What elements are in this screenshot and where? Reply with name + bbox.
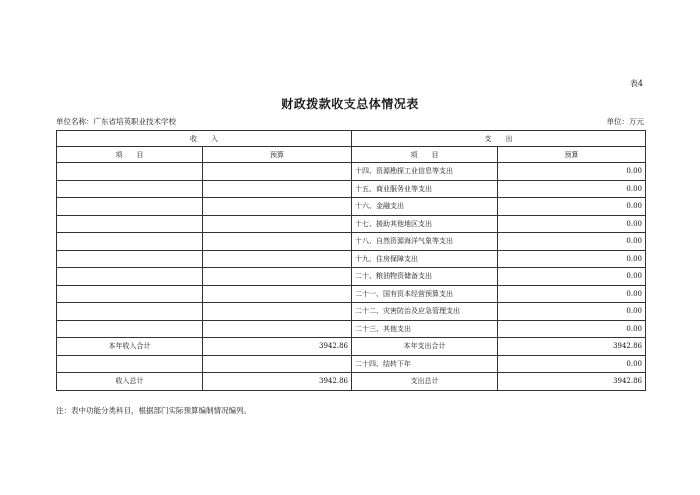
income-item-header: 项 目 [57, 147, 203, 163]
income-budget-cell [203, 198, 352, 216]
income-budget-header: 预算 [203, 147, 352, 163]
expense-item-cell: 十四、资源勘探工业信息等支出 [352, 163, 498, 181]
income-item-cell [57, 285, 203, 303]
income-budget-cell [203, 163, 352, 181]
income-item-cell: 收入总计 [57, 373, 203, 391]
income-item-cell [57, 215, 203, 233]
expense-budget-header: 预算 [498, 147, 646, 163]
expense-item-cell: 本年支出合计 [352, 338, 498, 356]
expense-item-cell: 支出总计 [352, 373, 498, 391]
expense-budget-cell: 3942.86 [498, 338, 646, 356]
expense-budget-cell: 0.00 [498, 233, 646, 251]
income-item-cell [57, 268, 203, 286]
currency-unit: 单位：万元 [606, 117, 644, 126]
income-budget-cell [203, 285, 352, 303]
table-row [57, 355, 646, 373]
expense-item-cell: 二十、粮油物资储备支出 [352, 268, 498, 286]
income-item-cell [57, 180, 203, 198]
income-budget-cell: 3942.86 [203, 373, 352, 391]
income-budget-cell [203, 250, 352, 268]
income-item-cell [57, 320, 203, 338]
expense-item-cell: 二十二、灾害防治及应急管理支出 [352, 303, 498, 321]
footnote: 注：表中功能分类科目，根据部门实际预算编制情况编列。 [56, 406, 251, 415]
expense-budget-cell: 0.00 [498, 303, 646, 321]
income-budget-cell [203, 233, 352, 251]
table-meta [56, 116, 644, 127]
table-row [57, 250, 646, 268]
income-budget-cell [203, 303, 352, 321]
unit-name: 广东省培英职业技术学校 [93, 117, 176, 126]
income-budget-cell [203, 320, 352, 338]
income-item-cell [57, 303, 203, 321]
expense-item-cell: 十八、自然资源海洋气象等支出 [352, 233, 498, 251]
table-row [57, 215, 646, 233]
table-row [57, 198, 646, 216]
section-header-row [57, 131, 646, 147]
table-row [57, 233, 646, 251]
table-number: 表4 [629, 79, 643, 88]
income-item-cell [57, 198, 203, 216]
expense-budget-cell: 0.00 [498, 198, 646, 216]
unit-name-label: 单位名称： [56, 117, 94, 126]
budget-table [56, 130, 646, 391]
income-budget-cell [203, 180, 352, 198]
expense-item-cell: 二十一、国有资本经营预算支出 [352, 285, 498, 303]
table-row [57, 180, 646, 198]
income-item-cell [57, 233, 203, 251]
table-row [57, 320, 646, 338]
expense-item-cell: 十七、援助其他地区支出 [352, 215, 498, 233]
table-row [57, 163, 646, 181]
expense-item-cell: 十五、商业服务业等支出 [352, 180, 498, 198]
income-budget-cell: 3942.86 [203, 338, 352, 356]
expense-budget-cell: 0.00 [498, 355, 646, 373]
table-row [57, 373, 646, 391]
income-header: 收 入 [57, 131, 352, 147]
income-budget-cell [203, 268, 352, 286]
expense-budget-cell: 0.00 [498, 180, 646, 198]
income-item-cell [57, 163, 203, 181]
expense-budget-cell: 3942.86 [498, 373, 646, 391]
expense-budget-cell: 0.00 [498, 320, 646, 338]
page-title: 财政拨款收支总体情况表 [281, 97, 419, 111]
table-row [57, 338, 646, 356]
expense-budget-cell: 0.00 [498, 215, 646, 233]
expense-item-cell: 二十三、其他支出 [352, 320, 498, 338]
table-row [57, 303, 646, 321]
expense-budget-cell: 0.00 [498, 250, 646, 268]
table-row [57, 268, 646, 286]
expense-item-cell: 二十四、结转下年 [352, 355, 498, 373]
column-header-row [57, 147, 646, 163]
income-item-cell [57, 355, 203, 373]
expense-budget-cell: 0.00 [498, 268, 646, 286]
expense-budget-cell: 0.00 [498, 285, 646, 303]
income-item-cell: 本年收入合计 [57, 338, 203, 356]
income-item-cell [57, 250, 203, 268]
income-budget-cell [203, 215, 352, 233]
expense-item-header: 项 目 [352, 147, 498, 163]
table-row [57, 285, 646, 303]
expense-budget-cell: 0.00 [498, 163, 646, 181]
expense-item-cell: 十六、金融支出 [352, 198, 498, 216]
expense-item-cell: 十九、住房保障支出 [352, 250, 498, 268]
income-budget-cell [203, 355, 352, 373]
expense-header: 支 出 [352, 131, 646, 147]
